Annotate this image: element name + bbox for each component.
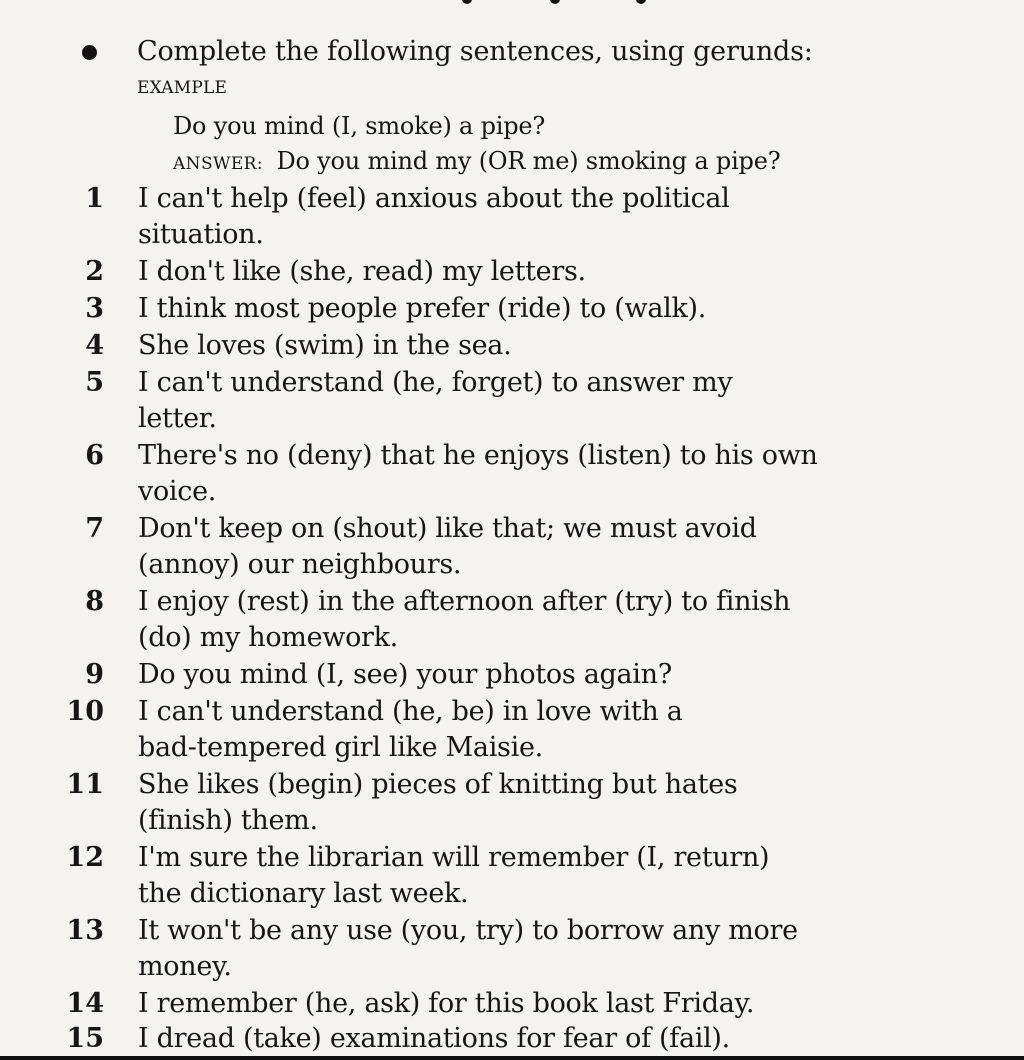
- item-sentence-line: It won't be any use (you, try) to borrow any more: [138, 915, 798, 946]
- item-number: 11: [66, 769, 104, 800]
- item-number: 1: [85, 183, 104, 214]
- item-sentence-line: situation.: [138, 219, 264, 250]
- item-number: 13: [66, 915, 104, 946]
- item-sentence-line: (finish) them.: [138, 805, 318, 836]
- item-sentence-line: voice.: [138, 476, 217, 507]
- item-number: 7: [85, 513, 104, 544]
- item-sentence-line: I don't like (she, read) my letters.: [138, 256, 586, 287]
- exercise-instruction: Complete the following sentences, using gerunds:: [137, 36, 813, 67]
- item-sentence-line: the dictionary last week.: [138, 878, 469, 909]
- example-answer: [173, 145, 780, 180]
- bottom-crop-edge: [0, 1056, 1024, 1060]
- answer-text: Do you mind my (OR me) smoking a pipe?: [276, 147, 781, 175]
- item-number: 14: [66, 988, 104, 1019]
- item-sentence-line: (do) my homework.: [138, 622, 398, 653]
- item-sentence-line: I can't understand (he, forget) to answer my: [138, 367, 733, 398]
- item-sentence-line: I think most people prefer (ride) to (walk).: [138, 293, 707, 324]
- item-sentence-line: Don't keep on (shout) like that; we must avoid: [138, 513, 757, 544]
- item-number: 9: [85, 659, 104, 690]
- item-number: 12: [66, 842, 104, 873]
- bullet-icon: [82, 45, 97, 60]
- item-number: 10: [66, 696, 104, 727]
- top-mark: [550, 0, 560, 4]
- item-sentence-line: letter.: [138, 403, 217, 434]
- item-sentence-line: There's no (deny) that he enjoys (listen) to his own: [138, 440, 818, 471]
- item-sentence-line: She likes (begin) pieces of knitting but hates: [138, 769, 738, 800]
- item-sentence-line: (annoy) our neighbours.: [138, 549, 462, 580]
- item-sentence-line: bad-tempered girl like Maisie.: [138, 732, 543, 763]
- item-sentence-line: I can't understand (he, be) in love with a: [138, 696, 683, 727]
- item-sentence-line: I remember (he, ask) for this book last Friday.: [138, 988, 755, 1019]
- item-number: 8: [85, 586, 104, 617]
- cropped-top-marks: [462, 0, 652, 8]
- item-sentence-line: I'm sure the librarian will remember (I, return): [138, 842, 770, 873]
- item-sentence-line: She loves (swim) in the sea.: [138, 330, 512, 361]
- item-number: 2: [85, 256, 104, 287]
- item-sentence-line: Do you mind (I, see) your photos again?: [138, 659, 672, 690]
- item-sentence-line: money.: [138, 951, 232, 982]
- item-number: 3: [85, 293, 104, 324]
- item-number: 6: [85, 440, 104, 471]
- item-number: 5: [85, 367, 104, 398]
- example-sentence: Do you mind (I, smoke) a pipe?: [173, 112, 546, 140]
- item-number: 4: [85, 330, 104, 361]
- answer-label: ANSWER:: [173, 154, 264, 174]
- item-sentence-line: I dread (take) examinations for fear of (fail).: [138, 1023, 730, 1054]
- item-sentence-line: I can't help (feel) anxious about the political: [138, 183, 730, 214]
- example-label: EXAMPLE: [137, 78, 228, 98]
- top-mark: [636, 0, 646, 4]
- top-mark: [462, 0, 472, 4]
- item-number: 15: [66, 1023, 104, 1054]
- item-sentence-line: I enjoy (rest) in the afternoon after (try) to finish: [138, 586, 791, 617]
